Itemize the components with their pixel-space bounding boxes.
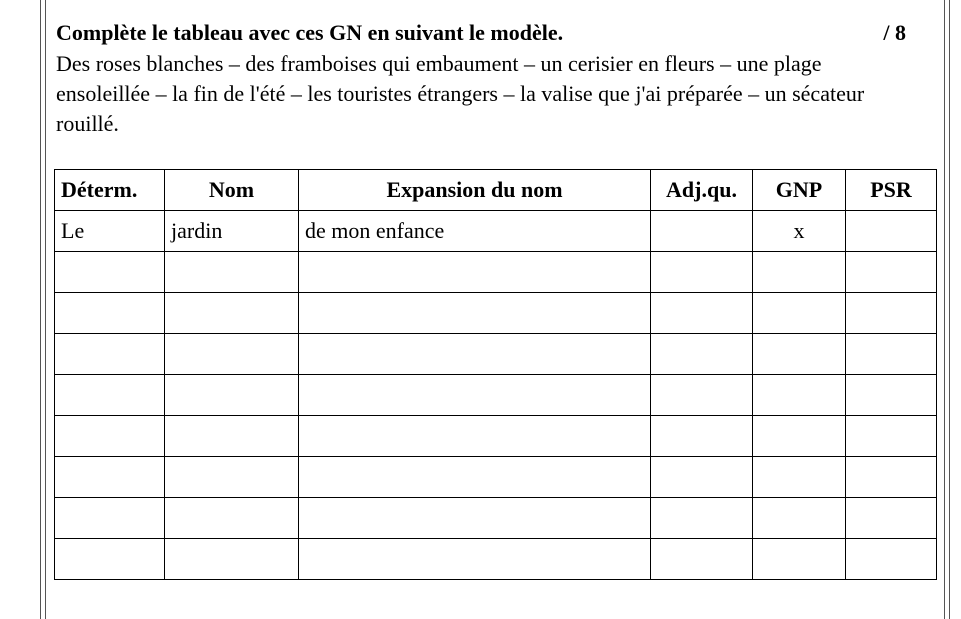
header-expansion: Expansion du nom: [299, 170, 651, 211]
table-row: [55, 252, 937, 293]
header-nom: Nom: [165, 170, 299, 211]
table-row: [55, 539, 937, 580]
exercise-header: [56, 18, 906, 48]
cell-expansion[interactable]: [299, 293, 651, 334]
cell-nom[interactable]: [165, 416, 299, 457]
table-row: [55, 457, 937, 498]
cell-gnp[interactable]: [753, 416, 846, 457]
page-border-left-inner: [45, 0, 46, 619]
cell-psr[interactable]: [846, 539, 937, 580]
cell-adjectif[interactable]: [651, 375, 753, 416]
cell-expansion[interactable]: [299, 334, 651, 375]
cell-determinant[interactable]: [55, 252, 165, 293]
cell-expansion: de mon enfance: [299, 211, 651, 252]
cell-adjectif: [651, 211, 753, 252]
table-row: [55, 211, 937, 252]
cell-expansion[interactable]: [299, 539, 651, 580]
cell-determinant[interactable]: [55, 539, 165, 580]
cell-psr[interactable]: [846, 252, 937, 293]
cell-expansion[interactable]: [299, 375, 651, 416]
cell-determinant[interactable]: [55, 457, 165, 498]
cell-determinant[interactable]: [55, 498, 165, 539]
cell-gnp[interactable]: [753, 252, 846, 293]
cell-psr[interactable]: [846, 457, 937, 498]
cell-gnp[interactable]: [753, 334, 846, 375]
cell-psr[interactable]: [846, 375, 937, 416]
cell-gnp[interactable]: [753, 375, 846, 416]
cell-determinant[interactable]: [55, 375, 165, 416]
page-border-left-outer: [40, 0, 41, 619]
cell-psr: [846, 211, 937, 252]
table-row: [55, 375, 937, 416]
cell-gnp[interactable]: [753, 539, 846, 580]
cell-adjectif[interactable]: [651, 457, 753, 498]
cell-nom[interactable]: [165, 457, 299, 498]
cell-psr[interactable]: [846, 498, 937, 539]
cell-determinant[interactable]: [55, 334, 165, 375]
exercise-title: Complète le tableau avec ces GN en suivant le modèle.: [56, 20, 564, 45]
exercise-score: / 8: [883, 20, 906, 45]
cell-nom[interactable]: [165, 334, 299, 375]
cell-determinant: Le: [55, 211, 165, 252]
cell-adjectif[interactable]: [651, 498, 753, 539]
cell-nom[interactable]: [165, 252, 299, 293]
cell-expansion[interactable]: [299, 416, 651, 457]
cell-expansion[interactable]: [299, 457, 651, 498]
table-row: [55, 334, 937, 375]
header-determinant: Déterm.: [55, 170, 165, 211]
table-header-row: [55, 170, 937, 211]
cell-gnp[interactable]: [753, 457, 846, 498]
cell-expansion[interactable]: [299, 252, 651, 293]
cell-adjectif[interactable]: [651, 293, 753, 334]
header-gnp: GNP: [753, 170, 846, 211]
cell-nom[interactable]: [165, 498, 299, 539]
word-list: Des roses blanches – des framboises qui embaument – un cerisier en fleurs – une plage ensoleillée – la fin de l'été – les touristes étrangers – la valise que j'ai préparée – un sécateur rouillé.: [56, 51, 865, 136]
cell-adjectif[interactable]: [651, 416, 753, 457]
cell-gnp: x: [753, 211, 846, 252]
cell-adjectif[interactable]: [651, 252, 753, 293]
gn-table: [54, 169, 937, 580]
cell-determinant[interactable]: [55, 416, 165, 457]
table-row: [55, 416, 937, 457]
cell-psr[interactable]: [846, 416, 937, 457]
cell-gnp[interactable]: [753, 293, 846, 334]
cell-nom[interactable]: [165, 293, 299, 334]
cell-gnp[interactable]: [753, 498, 846, 539]
cell-determinant[interactable]: [55, 293, 165, 334]
page-border-right-outer: [949, 0, 950, 619]
table-row: [55, 293, 937, 334]
page-border-right-inner: [944, 0, 945, 619]
cell-nom[interactable]: [165, 375, 299, 416]
cell-expansion[interactable]: [299, 498, 651, 539]
cell-adjectif[interactable]: [651, 334, 753, 375]
cell-nom[interactable]: [165, 539, 299, 580]
cell-adjectif[interactable]: [651, 539, 753, 580]
header-adjectif: Adj.qu.: [651, 170, 753, 211]
table-row: [55, 498, 937, 539]
cell-nom: jardin: [165, 211, 299, 252]
cell-psr[interactable]: [846, 293, 937, 334]
cell-psr[interactable]: [846, 334, 937, 375]
header-psr: PSR: [846, 170, 937, 211]
